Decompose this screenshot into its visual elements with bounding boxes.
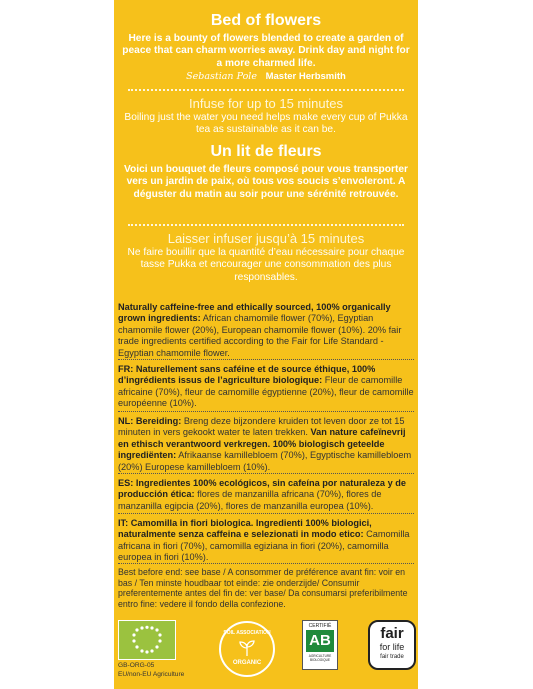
ingredients-dutch	[118, 416, 414, 473]
soil-association-logo	[219, 621, 275, 677]
dotted-separator	[118, 359, 414, 360]
ingredients-spanish	[118, 478, 414, 512]
ingredients-french	[118, 364, 414, 410]
ingredients-it-heading: IT: Camomilla in fiori biologica. Ingredienti 100% biologici, naturalmente senza caffeina e selezionati in modo etico:	[118, 518, 372, 540]
infuse-text-english: Boiling just the water you need helps make every cup of Pukka tea as sustainable as it can be.	[124, 112, 408, 136]
signature-label: Master Herbsmith	[265, 71, 346, 82]
eu-organic-logo	[118, 620, 176, 660]
ingredients-nl-text-1: Breng deze bijzondere kruiden tot leven door ze tot 15 minuten in vers gekookt water te laten trekken.	[118, 416, 405, 438]
ab-certification-logo	[302, 620, 338, 670]
eu-code: GB-ORG-05	[118, 662, 155, 669]
soil-association-top-text: SOIL ASSOCIATION	[223, 630, 271, 636]
dotted-separator	[118, 513, 414, 514]
soil-association-bottom-text: ORGANIC	[232, 660, 262, 666]
ab-certified-label: CERTIFIÉ	[308, 623, 332, 629]
ingredients-fr-text: Fleur de camomille africaine (70%), fleur de camomille égyptienne (20%), fleur de camomille européenne (10%).	[118, 375, 414, 409]
ingredients-nl-text-2: Afrikaanse kamillebloem (70%), Egyptische kamillebloem (20%) Europese kamillebloem (10%).	[118, 450, 412, 472]
signature-script: Sebastian Pole	[186, 71, 257, 82]
english-intro	[120, 12, 412, 70]
title-english: Bed of flowers	[210, 12, 322, 29]
dotted-separator	[118, 411, 414, 412]
infuse-title-french: Laisser infuser jusqu’à 15 minutes	[167, 231, 365, 246]
dotted-divider	[128, 224, 404, 226]
title-french: Un lit de fleurs	[210, 143, 322, 160]
ingredients-en-text: African chamomile flower (70%), Egyptian chamomile flower (20%), European chamomile flower (10%). 20% fair trade ingredients certified according to the Fair for Life Standard - Egyptian chamomile flower.	[118, 313, 402, 358]
ingredients-nl-heading: NL: Bereiding:	[118, 416, 182, 426]
signature-line	[114, 71, 418, 82]
ab-bottom-label: AGRICULTURE BIOLOGIQUE	[308, 654, 332, 662]
ingredients-it-text: Camomilla africana in fiori (70%), camomilla egiziana in fiori (20%), camomilla europea in fiori (10%).	[118, 529, 410, 563]
fair-for-life-logo	[368, 620, 416, 670]
ingredients-es-heading: ES: Ingredientes 100% ecológicos, sin cafeína por naturaleza y de producción ética:	[118, 478, 406, 500]
infuse-text-french: Ne faire bouillir que la quantité d’eau nécessaire pour chaque tasse Pukka et encourager une consommation des plus responsables.	[127, 247, 405, 283]
dotted-separator	[118, 473, 414, 474]
tea-box-side-panel	[114, 0, 418, 689]
fair-logo-line-2: for life	[379, 642, 405, 652]
infuse-french	[120, 231, 412, 284]
infuse-english	[120, 96, 412, 137]
dotted-separator	[118, 563, 414, 564]
ingredients-nl-heading-2: Van nature cafeïnevrij en ethisch verantwoord verkregen. 100% biologisch geteelde ingrediënten:	[118, 427, 406, 461]
soil-plant-icon	[236, 639, 258, 657]
description-french: Voici un bouquet de fleurs composé pour vous transporter vers un jardin de paix, où tous vos soucis s’envoleront. A déguster du matin au soir pour une sérénité retrouvée.	[124, 164, 408, 200]
ab-mark: AB	[306, 630, 334, 652]
certification-logos	[118, 620, 414, 682]
description-english: Here is a bounty of flowers blended to create a garden of peace that can charm worries away. Drink day and night for a more charmed life.	[122, 33, 410, 69]
infuse-title-english: Infuse for up to 15 minutes	[189, 96, 343, 111]
ingredients-english	[118, 302, 414, 359]
fair-logo-line-1: fair	[380, 625, 404, 642]
eu-leaf-icon	[119, 621, 175, 659]
best-before-text: Best before end: see base / A consommer de préférence avant fin: voir en bas / Ten minste houdbaar tot einde: zie onderzijde/ Consumir preferentemente antes del fin de: ver base/ Da consumarsi preferibilmente entro fine: vedere il fondo della confezione.	[118, 567, 408, 609]
french-intro	[120, 143, 412, 201]
ingredients-fr-heading: FR: Naturellement sans caféine et de source éthique, 100% d’ingrédients issus de l’agriculture biologique:	[118, 364, 376, 386]
eu-agriculture-text: EU/non-EU Agriculture	[118, 671, 185, 678]
ingredients-italian	[118, 518, 414, 564]
dotted-divider	[128, 89, 404, 91]
ingredients-es-text: flores de manzanilla africana (70%), flores de manzanilla egipcia (20%), flores de manzanilla europea (10%).	[118, 489, 382, 511]
ingredients-en-heading: Naturally caffeine-free and ethically sourced, 100% organically grown ingredients:	[118, 302, 391, 324]
fair-logo-line-3: fair trade	[380, 654, 404, 660]
